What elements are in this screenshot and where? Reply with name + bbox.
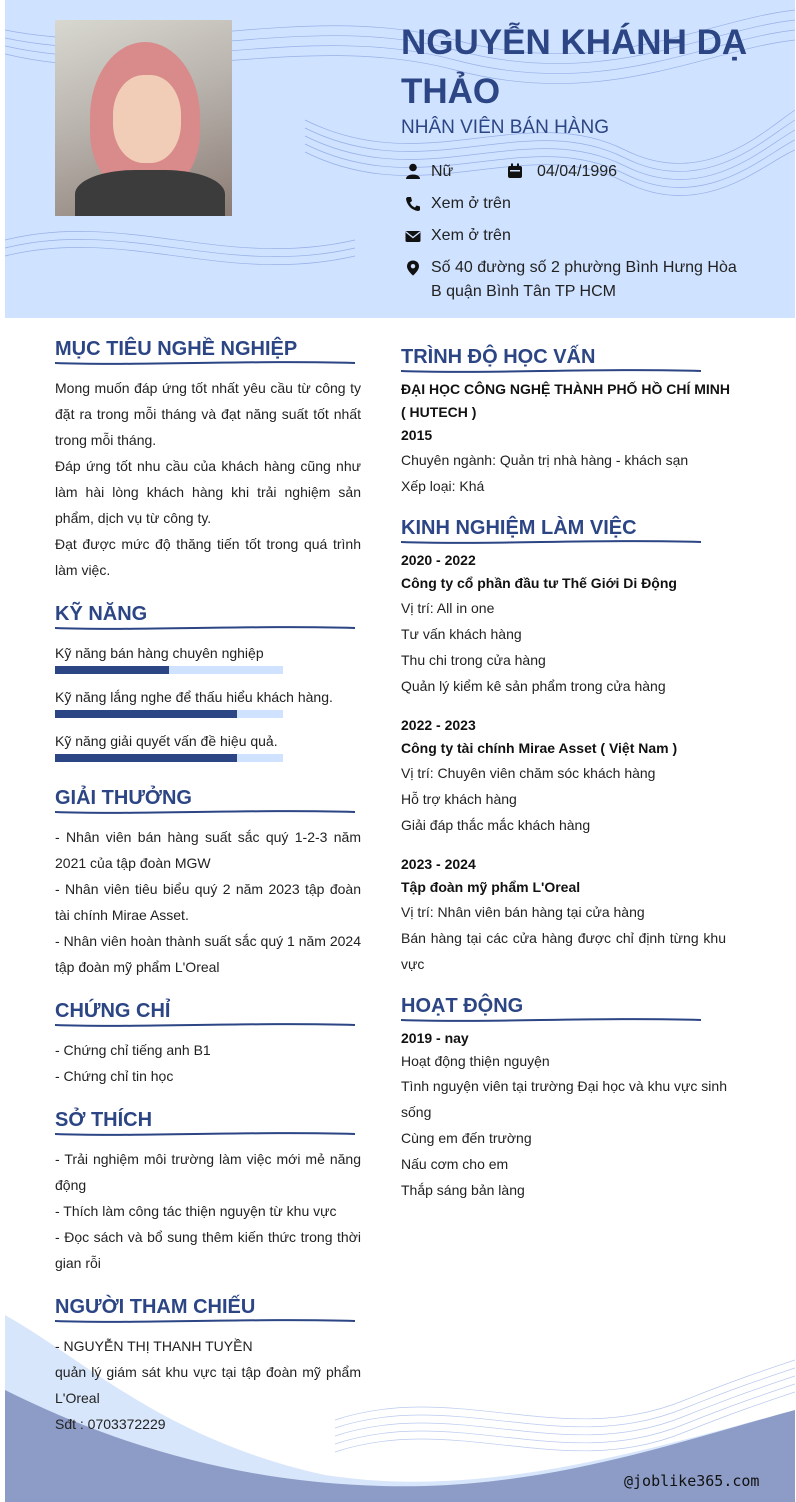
references-title: NGƯỜI THAM CHIẾU <box>55 1296 256 1318</box>
certificates-underline <box>55 1022 355 1028</box>
education-title: TRÌNH ĐỘ HỌC VẤN <box>401 346 596 368</box>
skill-bar <box>55 666 283 674</box>
award-item: - Nhân viên tiêu biểu quý 2 năm 2023 tập đoàn tài chính Mirae Asset. <box>55 881 361 923</box>
hobby-item: - Thích làm công tác thiện nguyện từ khu vực <box>55 1203 337 1219</box>
activity-item: Cùng em đến trường <box>401 1130 532 1146</box>
phone-value: Xem ở trên <box>431 195 511 212</box>
activity-item: Nấu cơm cho em <box>401 1156 509 1172</box>
reference-role: quản lý giám sát khu vực tại tập đoàn mỹ phẩm L'Oreal <box>55 1364 361 1406</box>
education-underline <box>401 368 701 374</box>
job-detail: Vị trí: All in one <box>401 600 495 616</box>
job-detail: Quản lý kiểm kê sản phẩm trong cửa hàng <box>401 678 666 694</box>
objective-title: MỤC TIÊU NGHỀ NGHIỆP <box>55 338 298 360</box>
hobbies-title: SỞ THÍCH <box>55 1109 153 1131</box>
hobbies-underline <box>55 1131 355 1137</box>
objective-paragraph-3: Đạt được mức độ thăng tiến tốt trong quá trình làm việc. <box>55 536 361 578</box>
experience-underline <box>401 539 701 545</box>
activities-title: HOẠT ĐỘNG <box>401 995 524 1017</box>
job-detail: Vị trí: Nhân viên bán hàng tại cửa hàng <box>401 904 645 920</box>
education-year: 2015 <box>401 427 433 443</box>
address-value: Số 40 đường số 2 phường Bình Hưng Hòa B quận Bình Tân TP HCM <box>431 259 737 300</box>
phone-icon <box>405 196 421 212</box>
education-grade: Xếp loại: Khá <box>401 478 485 494</box>
job-detail: Tư vấn khách hàng <box>401 626 522 642</box>
job-title: NHÂN VIÊN BÁN HÀNG <box>401 117 609 138</box>
award-item: - Nhân viên hoàn thành suất sắc quý 1 năm 2024 tập đoàn mỹ phẩm L'Oreal <box>55 933 361 975</box>
objective-paragraph-1: Mong muốn đáp ứng tốt nhất yêu cầu từ công ty đặt ra trong mỗi tháng và đạt năng suất tốt nhất trong mỗi tháng. <box>55 380 361 448</box>
activity-period: 2019 - nay <box>401 1030 469 1046</box>
gender-value: Nữ <box>431 163 454 180</box>
skill-label: Kỹ năng bán hàng chuyên nghiệp <box>55 645 264 661</box>
job-detail: Thu chi trong cửa hàng <box>401 652 546 668</box>
activity-item: Hoạt động thiện nguyện <box>401 1053 550 1069</box>
job-detail: Vị trí: Chuyên viên chăm sóc khách hàng <box>401 765 656 781</box>
certificate-item: - Chứng chỉ tin học <box>55 1068 174 1084</box>
skill-label: Kỹ năng giải quyết vấn đề hiệu quả. <box>55 733 278 749</box>
certificate-item: - Chứng chỉ tiếng anh B1 <box>55 1042 211 1058</box>
activities-underline <box>401 1017 701 1023</box>
skill-bar <box>55 710 283 718</box>
cv-page <box>5 0 795 1502</box>
awards-title: GIẢI THƯỞNG <box>55 787 192 809</box>
job-period: 2022 - 2023 <box>401 717 476 733</box>
skills-title: KỸ NĂNG <box>55 603 148 625</box>
experience-title: KINH NGHIỆM LÀM VIỆC <box>401 517 637 539</box>
location-icon <box>405 260 421 276</box>
job-company: Công ty cổ phần đầu tư Thế Giới Di Động <box>401 575 677 591</box>
job-company: Công ty tài chính Mirae Asset ( Việt Nam ) <box>401 740 678 756</box>
birthdate-value: 04/04/1996 <box>537 163 618 180</box>
brand-watermark: @joblike365.com <box>624 1472 760 1490</box>
calendar-icon <box>507 163 523 179</box>
skills-underline <box>55 625 355 631</box>
cv-header <box>5 0 795 318</box>
job-company: Tập đoàn mỹ phẩm L'Oreal <box>401 879 581 895</box>
objective-paragraph-2: Đáp ứng tốt nhu cầu của khách hàng cũng như làm hài lòng khách hàng khi trải nghiệm sản phẩm, dịch vụ từ công ty. <box>55 458 361 526</box>
profile-photo <box>55 20 232 216</box>
hobby-item: - Trải nghiệm môi trường làm việc mới mẻ năng động <box>55 1151 361 1193</box>
job-detail: Bán hàng tại các cửa hàng được chỉ định từng khu vực <box>401 930 726 972</box>
activity-item: Tình nguyện viên tại trường Đại học và khu vực sinh sống <box>401 1078 727 1120</box>
award-item: - Nhân viên bán hàng suất sắc quý 1-2-3 năm 2021 của tập đoàn MGW <box>55 829 361 871</box>
references-underline <box>55 1318 355 1324</box>
skill-label: Kỹ năng lắng nghe để thấu hiểu khách hàng. <box>55 689 333 705</box>
job-period: 2023 - 2024 <box>401 856 476 872</box>
candidate-name: NGUYỄN KHÁNH DẠ THẢO <box>401 23 748 111</box>
education-major: Chuyên ngành: Quản trị nhà hàng - khách sạn <box>401 452 689 468</box>
education-school: ĐẠI HỌC CÔNG NGHỆ THÀNH PHỐ HỒ CHÍ MINH ( HUTECH ) <box>401 381 730 420</box>
job-period: 2020 - 2022 <box>401 552 476 568</box>
user-icon <box>405 163 421 179</box>
activity-item: Thắp sáng bản làng <box>401 1182 525 1198</box>
hobby-item: - Đọc sách và bổ sung thêm kiến thức trong thời gian rỗi <box>55 1229 361 1271</box>
skill-bar <box>55 754 283 762</box>
objective-underline <box>55 360 355 366</box>
job-detail: Hỗ trợ khách hàng <box>401 791 517 807</box>
awards-underline <box>55 809 355 815</box>
reference-name: - NGUYỄN THỊ THANH TUYỀN <box>55 1338 253 1354</box>
email-value: Xem ở trên <box>431 227 511 244</box>
reference-phone: Sđt : 0703372229 <box>55 1416 166 1432</box>
job-detail: Giải đáp thắc mắc khách hàng <box>401 817 591 833</box>
certificates-title: CHỨNG CHỈ <box>55 1000 171 1022</box>
email-icon <box>405 229 421 245</box>
